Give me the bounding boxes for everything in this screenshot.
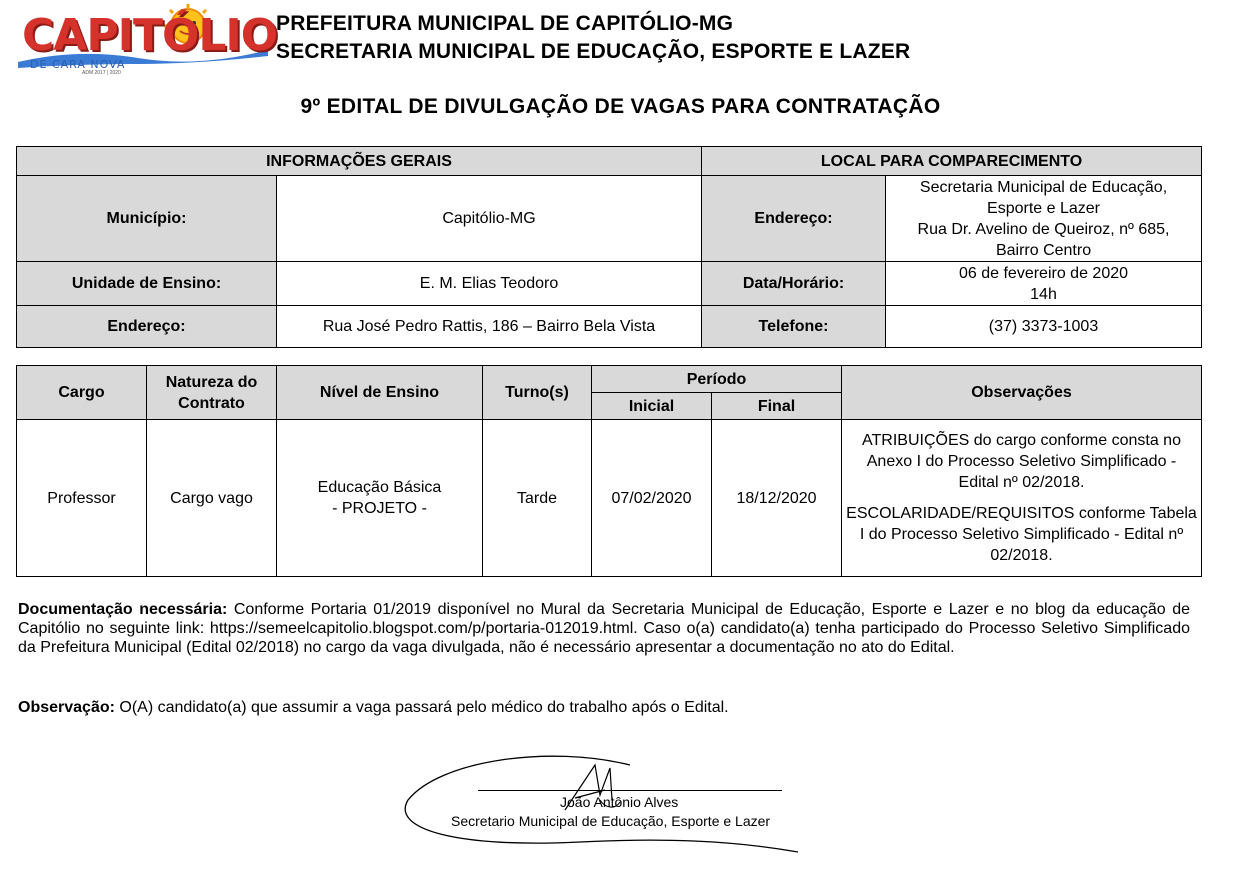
header-secretaria: SECRETARIA MUNICIPAL DE EDUCAÇÃO, ESPORTE E LAZER — [276, 40, 911, 63]
info-table — [16, 146, 1202, 348]
municipal-logo — [18, 4, 278, 76]
header-observacoes: Observações — [842, 366, 1202, 420]
header-prefeitura: PREFEITURA MUNICIPAL DE CAPITÓLIO-MG — [276, 12, 734, 35]
cell-natureza: Cargo vago — [147, 420, 277, 577]
header-nivel: Nível de Ensino — [277, 366, 483, 420]
signatory-name: João Antônio Alves — [560, 794, 679, 810]
cell-final: 18/12/2020 — [712, 420, 842, 577]
cell-turno: Tarde — [483, 420, 592, 577]
obs-atribuicoes: ATRIBUIÇÕES do cargo conforme consta no Anexo I do Processo Seletivo Simplificado - Edital nº 02/2018. — [862, 432, 1181, 491]
table-row — [17, 176, 1202, 262]
value-municipio: Capitólio-MG — [277, 176, 702, 262]
header-natureza-line: Contrato — [178, 394, 245, 412]
logo-subtitle: DE CARA NOVA — [30, 58, 126, 71]
header-periodo: Período — [592, 366, 842, 393]
header-natureza-line: Natureza do — [165, 373, 258, 391]
header-inicial: Inicial — [592, 393, 712, 420]
label-data-horario: Data/Horário: — [702, 262, 886, 306]
value-telefone: (37) 3373-1003 — [886, 306, 1202, 348]
logo-years: ADM 2017 | 2020 — [82, 70, 121, 76]
cell-cargo: Professor — [17, 420, 147, 577]
value-data-horario — [886, 262, 1202, 306]
table-row — [17, 420, 1202, 577]
value-endereco-local — [886, 176, 1202, 262]
cell-nivel — [277, 420, 483, 577]
cell-inicial: 07/02/2020 — [592, 420, 712, 577]
header-informacoes-gerais: INFORMAÇÕES GERAIS — [17, 147, 702, 176]
vagas-table — [16, 365, 1202, 577]
label-endereco-local: Endereço: — [702, 176, 886, 262]
nivel-line: - PROJETO - — [332, 500, 427, 517]
signature-line — [478, 790, 782, 791]
observacao-text: O(A) candidato(a) que assumir a vaga passará pelo médico do trabalho após o Edital. — [114, 699, 729, 716]
header-natureza — [147, 366, 277, 420]
value-unidade-ensino: E. M. Elias Teodoro — [277, 262, 702, 306]
nivel-line: Educação Básica — [317, 479, 442, 496]
observacao-paragraph — [18, 698, 1190, 717]
label-telefone: Telefone: — [702, 306, 886, 348]
document-title: 9º EDITAL DE DIVULGAÇÃO DE VAGAS PARA CONTRATAÇÃO — [300, 95, 941, 118]
address-line: Secretaria Municipal de Educação, — [919, 178, 1168, 196]
header-cargo: Cargo — [17, 366, 147, 420]
time-line: 14h — [1030, 285, 1057, 303]
address-line: Bairro Centro — [995, 241, 1092, 259]
cell-observacoes — [842, 420, 1202, 577]
address-line: Esporte e Lazer — [987, 199, 1100, 217]
address-line: Rua Dr. Avelino de Queiroz, nº 685, — [917, 220, 1170, 238]
label-endereco-escola: Endereço: — [17, 306, 277, 348]
table-row — [17, 306, 1202, 348]
signatory-role: Secretario Municipal de Educação, Esporte e Lazer — [451, 813, 771, 829]
header-final: Final — [712, 393, 842, 420]
obs-escolaridade: ESCOLARIDADE/REQUISITOS conforme Tabela I do Processo Seletivo Simplificado - Edital nº 02/2018. — [846, 505, 1197, 564]
header-local-comparecimento: LOCAL PARA COMPARECIMENTO — [702, 147, 1202, 176]
header-turno: Turno(s) — [483, 366, 592, 420]
logo-text: CAPITÓLIO — [22, 10, 278, 61]
value-endereco-escola: Rua José Pedro Rattis, 186 – Bairro Bela Vista — [277, 306, 702, 348]
documentacao-text: Conforme Portaria 01/2019 disponível no Mural da Secretaria Municipal de Educação, Esporte e Lazer e no blog da educação de Capitólio no seguinte link: https://semeelcapitolio.blogspot.com/p/portaria-012019.html. Caso o(a) candidato(a) tenha participado do Processo Seletivo Simplificado da Prefeitura Municipal (Edital 02/2018) no cargo da vaga divulgada, não é necessário apresentar a documentação no ato do Edital. — [18, 601, 1190, 656]
label-unidade-ensino: Unidade de Ensino: — [17, 262, 277, 306]
table-row — [17, 262, 1202, 306]
documentacao-paragraph — [18, 600, 1190, 657]
date-line: 06 de fevereiro de 2020 — [959, 264, 1129, 282]
documentacao-label: Documentação necessária: — [18, 601, 228, 618]
observacao-label: Observação: — [18, 699, 115, 716]
label-municipio: Município: — [17, 176, 277, 262]
